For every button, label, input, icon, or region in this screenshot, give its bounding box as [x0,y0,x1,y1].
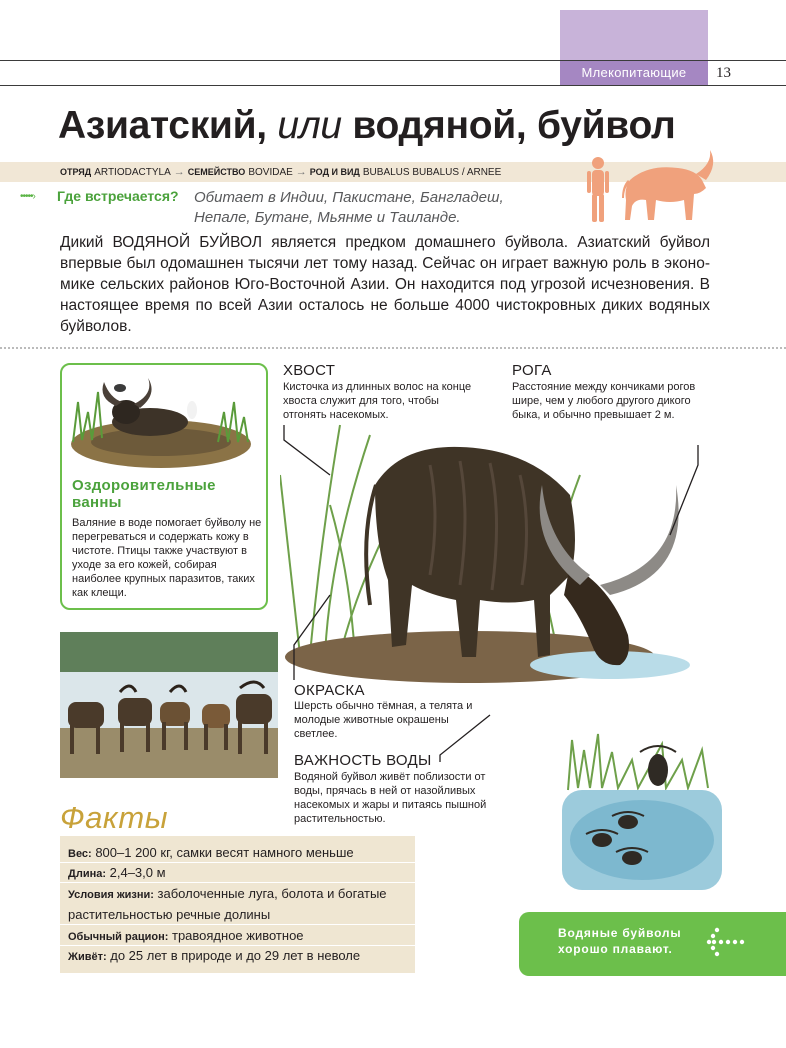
swimming-buffalo-illustration [562,730,722,895]
fact-row-length: Длина: 2,4–3,0 м [68,865,166,880]
taxonomy-line: ОТРЯД ARTIODACTYLA → СЕМЕЙСТВО BOVIDAE → РОД И ВИД BUBALUS BUBALUS / ARNEE [60,166,502,178]
page-title: Азиатский, или водяной, буйвол [58,104,676,147]
fact-row-habitat: Условия жизни: заболоченные луга, болота и богатые растительностью речные долины [68,886,387,922]
tail-label: ХВОСТ [283,362,336,379]
color-text: Шерсть обычно тёмная, а телята и молодые животные окрашены светлее. [294,700,473,740]
header-rule-bottom [0,85,786,86]
dotted-arrow-icon [700,924,752,960]
buffalo-silhouette-icon [622,150,713,220]
facts-title: Факты [60,800,169,835]
fact-row-weight: Вес: 800–1 200 кг, самки весят намного меньше [68,845,354,860]
color-label: ОКРАСКА [294,682,365,699]
tail-text: Кисточка из длинных волос на конце хвоста служит для того, чтобы отгонять насекомых. [283,381,472,421]
bath-text: Валяние в воде помогает буйволу не перегреваться и содержать кожу в чистоте. Птицы также участвуют в уходе за его кожей, собирая наиболее крупных паразитов, таких как клещи. [72,517,262,599]
water-label: ВАЖНОСТЬ ВОДЫ [294,752,432,769]
buffalo-herd-photo [60,632,278,778]
fact-row-lifespan: Живёт: до 25 лет в природе и до 29 лет в неволе [68,948,361,963]
section-label: Млекопитающие [560,61,708,85]
swim-note-text: Водяные буйволы хорошо плавают. [558,926,682,956]
page-number: 13 [716,65,731,81]
dotted-arrow-icon: •••••› [20,191,35,202]
size-comparison [578,150,723,230]
bath-title: Оздоровительные ванны [72,477,216,511]
intro-paragraph: Дикий ВОДЯНОЙ БУЙВОЛ является предком домашнего буйвола. Азиатский буйвол впервые был одомашнен тысячи лет тому назад. Сейчас он играет важную роль в экономике сельских районов Юго-Восточной Азии. Он находится под угрозой исчезновения. В настоящее время по всей Азии осталось не больше 4000 чистокровных диких водяных буйволов. [60,234,710,335]
horns-text: Расстояние между кончиками рогов шире, чем у любого другого дикого быка, и обычно превышает 2 м. [512,381,696,421]
wallowing-buffalo-illustration [68,372,254,470]
fact-row-diet: Обычный рацион: травоядное животное [68,928,304,943]
where-text: Обитает в Индии, Пакистане, Бангладеш, Непале, Бутане, Мьянме и Таиланде. [194,189,504,226]
human-silhouette-icon [587,157,609,222]
water-text: Водяной буйвол живёт поблизости от воды, прячась в ней от назойливых насекомых и жары и питаясь пышной растительностью. [294,771,487,825]
horns-label: РОГА [512,362,552,379]
facts-divider [60,924,415,925]
header-accent-block [560,10,708,60]
where-label: Где встречается? [57,188,179,204]
section-divider [0,347,786,349]
